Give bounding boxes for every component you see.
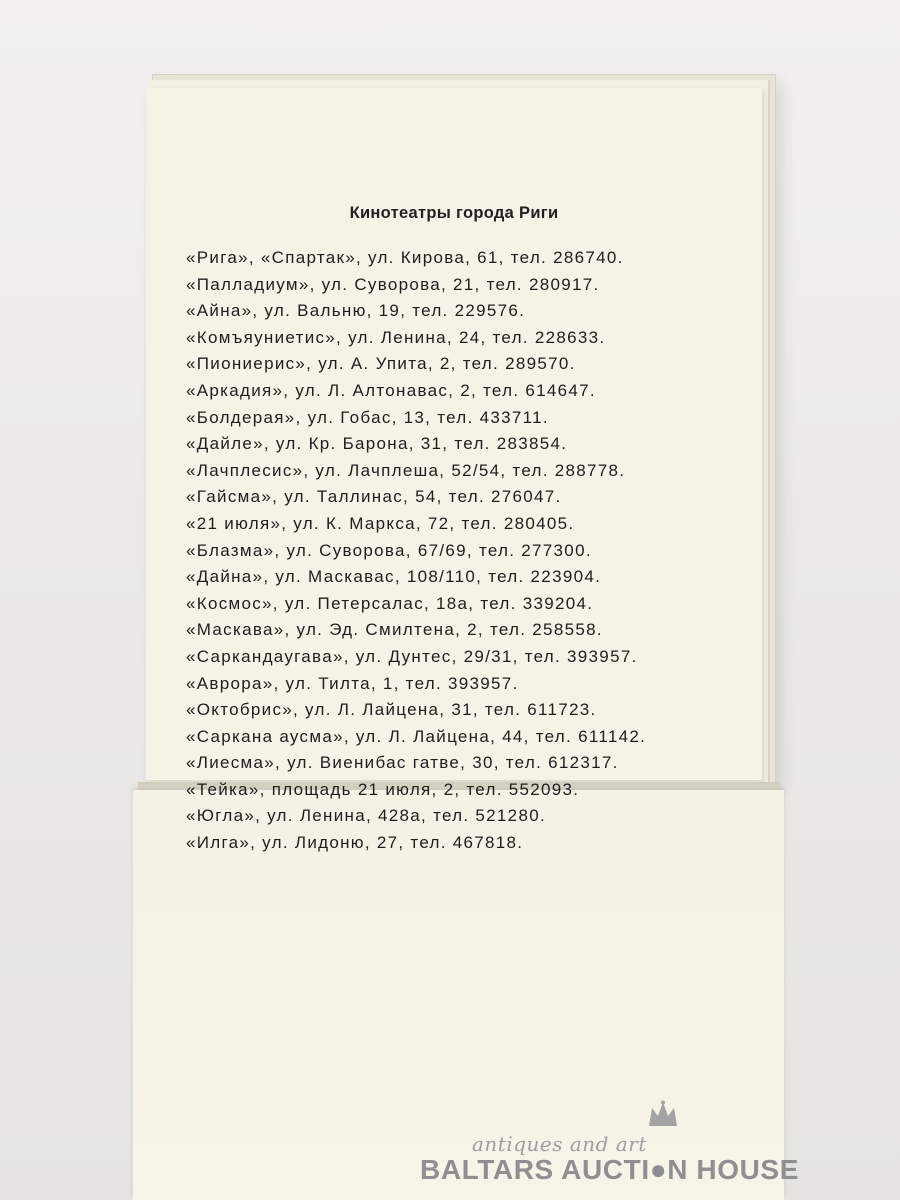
cinema-entry: «Пиониерис», ул. А. Упита, 2, тел. 289570.	[186, 354, 576, 374]
cinema-entry: «Аркадия», ул. Л. Алтонавас, 2, тел. 614647.	[186, 380, 596, 400]
cinema-entry: «Маскава», ул. Эд. Смилтена, 2, тел. 258558.	[186, 620, 603, 640]
cinema-entry: «Блазма», ул. Суворова, 67/69, тел. 277300.	[186, 540, 592, 560]
cinema-entry: «Лиесма», ул. Виенибас гатве, 30, тел. 612317.	[186, 753, 619, 773]
cinema-entry: «21 июля», ул. К. Маркса, 72, тел. 280405.	[186, 513, 575, 533]
cinema-entry: «Тейка», площадь 21 июля, 2, тел. 552093.	[186, 779, 580, 799]
cinema-entry: «Гайсма», ул. Таллинас, 54, тел. 276047.	[186, 487, 562, 507]
auction-watermark	[420, 1100, 820, 1190]
cinema-entry: «Саркандаугава», ул. Дунтес, 29/31, тел. 393957.	[186, 646, 638, 666]
watermark-name: BALTARS AUCTI●N HOUSE	[420, 1154, 799, 1185]
cinema-entry: «Лачплесис», ул. Лачплеша, 52/54, тел. 288778.	[186, 460, 626, 480]
cinema-entry: «Болдерая», ул. Гобас, 13, тел. 433711.	[186, 407, 549, 427]
cinema-entry: «Рига», «Спартак», ул. Кирова, 61, тел. 286740.	[186, 248, 624, 267]
cinema-list	[186, 245, 756, 857]
cinema-entry: «Саркана аусма», ул. Л. Лайцена, 44, тел. 611142.	[186, 726, 647, 746]
cinema-entry: «Дайна», ул. Маскавас, 108/110, тел. 223904.	[186, 567, 602, 587]
cinema-entry: «Югла», ул. Ленина, 428а, тел. 521280.	[186, 806, 546, 826]
page-title: Кинотеатры города Риги	[349, 204, 559, 222]
watermark-tagline: antiques and art	[472, 1132, 647, 1156]
cinema-entry: «Космос», ул. Петерсалас, 18а, тел. 339204.	[186, 593, 594, 613]
cinema-entry: «Дайле», ул. Кр. Барона, 31, тел. 283854.	[186, 434, 568, 454]
cinema-entry: «Илга», ул. Лидоню, 27, тел. 467818.	[186, 833, 524, 853]
crown-icon	[646, 1100, 680, 1130]
cinema-entry: «Палладиум», ул. Суворова, 21, тел. 280917.	[186, 274, 600, 294]
cinema-entry: «Аврора», ул. Тилта, 1, тел. 393957.	[186, 673, 519, 693]
cinema-entry: «Айна», ул. Вальню, 19, тел. 229576.	[186, 301, 526, 321]
cinema-entry: «Комъяуниетис», ул. Ленина, 24, тел. 228633.	[186, 327, 606, 347]
cinema-entry: «Октобрис», ул. Л. Лайцена, 31, тел. 611723.	[186, 700, 597, 720]
